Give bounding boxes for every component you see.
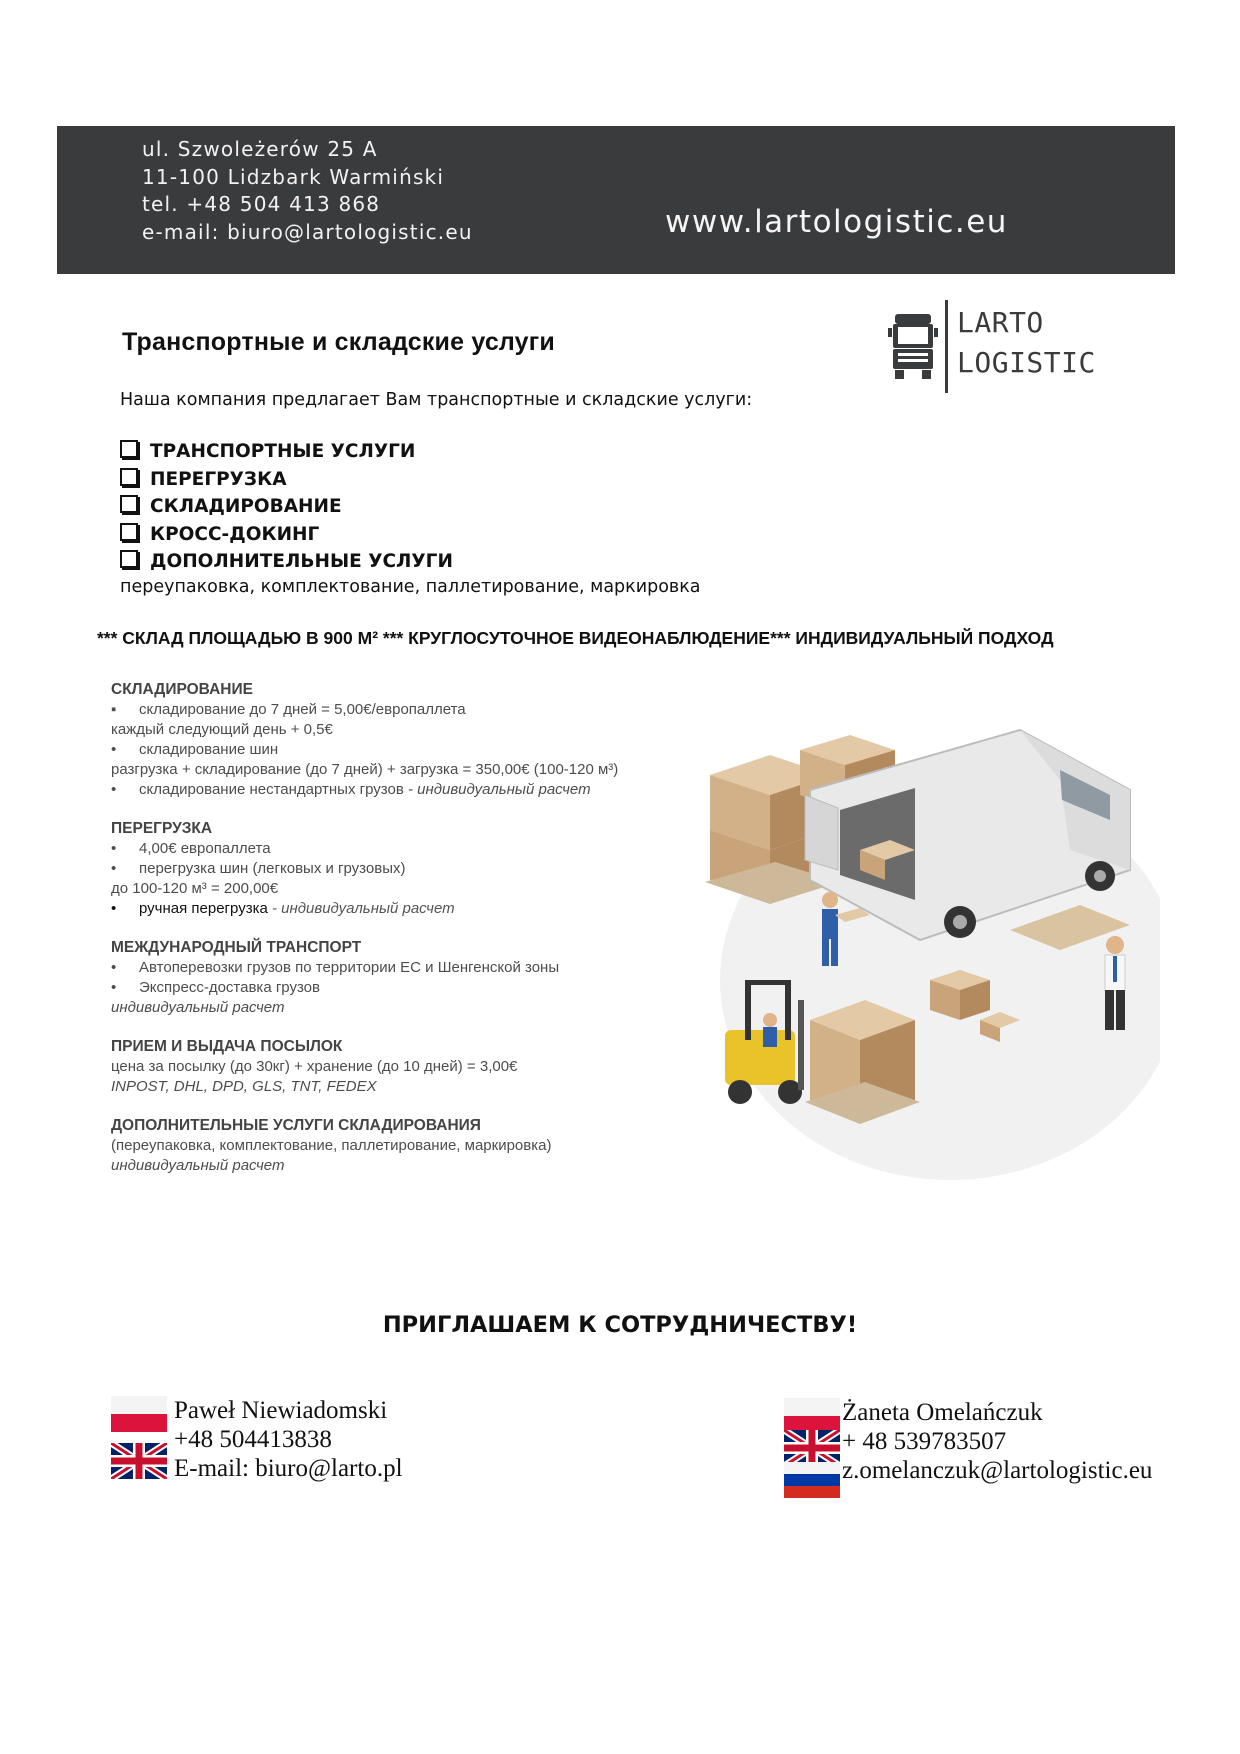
section-heading-extra: ДОПОЛНИТЕЛЬНЫЕ УСЛУГИ СКЛАДИРОВАНИЯ xyxy=(111,1117,481,1134)
invitation-heading: ПРИГЛАШАЕМ К СОТРУДНИЧЕСТВУ! xyxy=(382,1312,858,1338)
contact-email[interactable]: E-mail: biuro@larto.pl xyxy=(174,1455,403,1482)
detail-line: • Автоперевозки грузов по территории ЕС и Шенгенской зоны xyxy=(111,959,560,976)
contact-phone[interactable]: + 48 539783507 xyxy=(842,1428,1007,1455)
header-email: e-mail: biuro@lartologistic.eu xyxy=(142,219,473,244)
checkbox-icon xyxy=(120,550,138,568)
detail-line: до 100-120 м³ = 200,00€ xyxy=(111,880,279,897)
detail-line: (переупаковка, комплектование, паллетирование, маркировка) xyxy=(111,1137,552,1154)
detail-line: • 4,00€ европаллета xyxy=(111,840,271,857)
checkbox-icon xyxy=(120,468,138,486)
service-item: КРОСС-ДОКИНГ xyxy=(120,521,453,549)
checkbox-icon xyxy=(120,495,138,513)
detail-line: разгрузка + складирование (до 7 дней) + загрузка = 350,00€ (100-120 м³) xyxy=(111,761,619,778)
section-heading-storage: СКЛАДИРОВАНИЕ xyxy=(111,681,253,698)
contact-name: Żaneta Omelańczuk xyxy=(842,1399,1043,1426)
features-banner: *** СКЛАД ПЛОЩАДЬЮ В 900 М² *** КРУГЛОСУТОЧНОЕ ВИДЕОНАБЛЮДЕНИЕ*** ИНДИВИДУАЛЬНЫЙ ПОДХОД xyxy=(97,628,1054,648)
detail-line: • складирование шин xyxy=(111,741,279,758)
checkbox-icon xyxy=(120,523,138,541)
detail-line: • складирование нестандартных грузов - индивидуальный расчет xyxy=(111,781,591,798)
service-item: ТРАНСПОРТНЫЕ УСЛУГИ xyxy=(120,438,453,466)
poland-flag-icon xyxy=(784,1398,840,1434)
warehouse-illustration xyxy=(690,700,1160,1200)
logo-text-larto: LARTO xyxy=(957,306,1044,339)
services-note: переупаковка, комплектование, паллетирование, маркировка xyxy=(120,577,701,597)
section-heading-transport: МЕЖДУНАРОДНЫЙ ТРАНСПОРТ xyxy=(111,939,362,956)
service-item: ПЕРЕГРУЗКА xyxy=(120,466,453,494)
header-address xyxy=(142,136,473,246)
header-website[interactable]: www.lartologistic.eu xyxy=(665,204,1008,240)
price-details xyxy=(111,680,691,1176)
detail-line: • ручная перегрузка - индивидуальный расчет xyxy=(111,900,455,917)
service-item: ДОПОЛНИТЕЛЬНЫЕ УСЛУГИ xyxy=(120,548,453,576)
services-list xyxy=(120,438,453,576)
detail-line: каждый следующий день + 0,5€ xyxy=(111,721,333,738)
logo-divider xyxy=(945,300,948,393)
address-city: 11-100 Lidzbark Warmiński xyxy=(142,164,445,189)
header-bar xyxy=(57,126,1175,274)
intro-text: Наша компания предлагает Вам транспортные и складские услуги: xyxy=(120,390,753,410)
section-heading-parcels: ПРИЕМ И ВЫДАЧА ПОСЫЛОК xyxy=(111,1038,343,1055)
uk-flag-icon xyxy=(784,1430,840,1466)
contact-email[interactable]: z.omelanczuk@lartologistic.eu xyxy=(842,1457,1153,1484)
section-heading-reload: ПЕРЕГРУЗКА xyxy=(111,820,213,837)
poland-flag-icon xyxy=(111,1396,167,1432)
contact-name: Paweł Niewiadomski xyxy=(174,1397,388,1424)
detail-line: цена за посылку (до 30кг) + хранение (до 10 дней) = 3,00€ xyxy=(111,1058,518,1075)
detail-line: индивидуальный расчет xyxy=(111,1157,285,1174)
address-street: ul. Szwoleżerów 25 A xyxy=(142,137,378,161)
uk-flag-icon xyxy=(111,1443,167,1479)
detail-line: индивидуальный расчет xyxy=(111,999,285,1016)
detail-line: • перегрузка шин (легковых и грузовых) xyxy=(111,860,406,877)
detail-line: • Экспресс-доставка грузов xyxy=(111,979,320,996)
truck-icon xyxy=(888,312,938,380)
russia-flag-icon xyxy=(784,1462,840,1498)
contact-card xyxy=(842,1398,1152,1485)
contact-phone[interactable]: +48 504413838 xyxy=(174,1426,332,1453)
header-phone: tel. +48 504 413 868 xyxy=(142,192,381,216)
logo-text-logistic: LOGISTIC xyxy=(957,346,1096,379)
service-item: СКЛАДИРОВАНИЕ xyxy=(120,493,453,521)
contact-card xyxy=(174,1396,403,1483)
company-logo xyxy=(888,300,1098,396)
detail-line: ▪ складирование до 7 дней = 5,00€/европаллета xyxy=(111,701,466,718)
checkbox-icon xyxy=(120,440,138,458)
detail-line: INPOST, DHL, DPD, GLS, TNT, FEDEX xyxy=(111,1078,377,1095)
page-title: Транспортные и складские услуги xyxy=(122,328,555,356)
